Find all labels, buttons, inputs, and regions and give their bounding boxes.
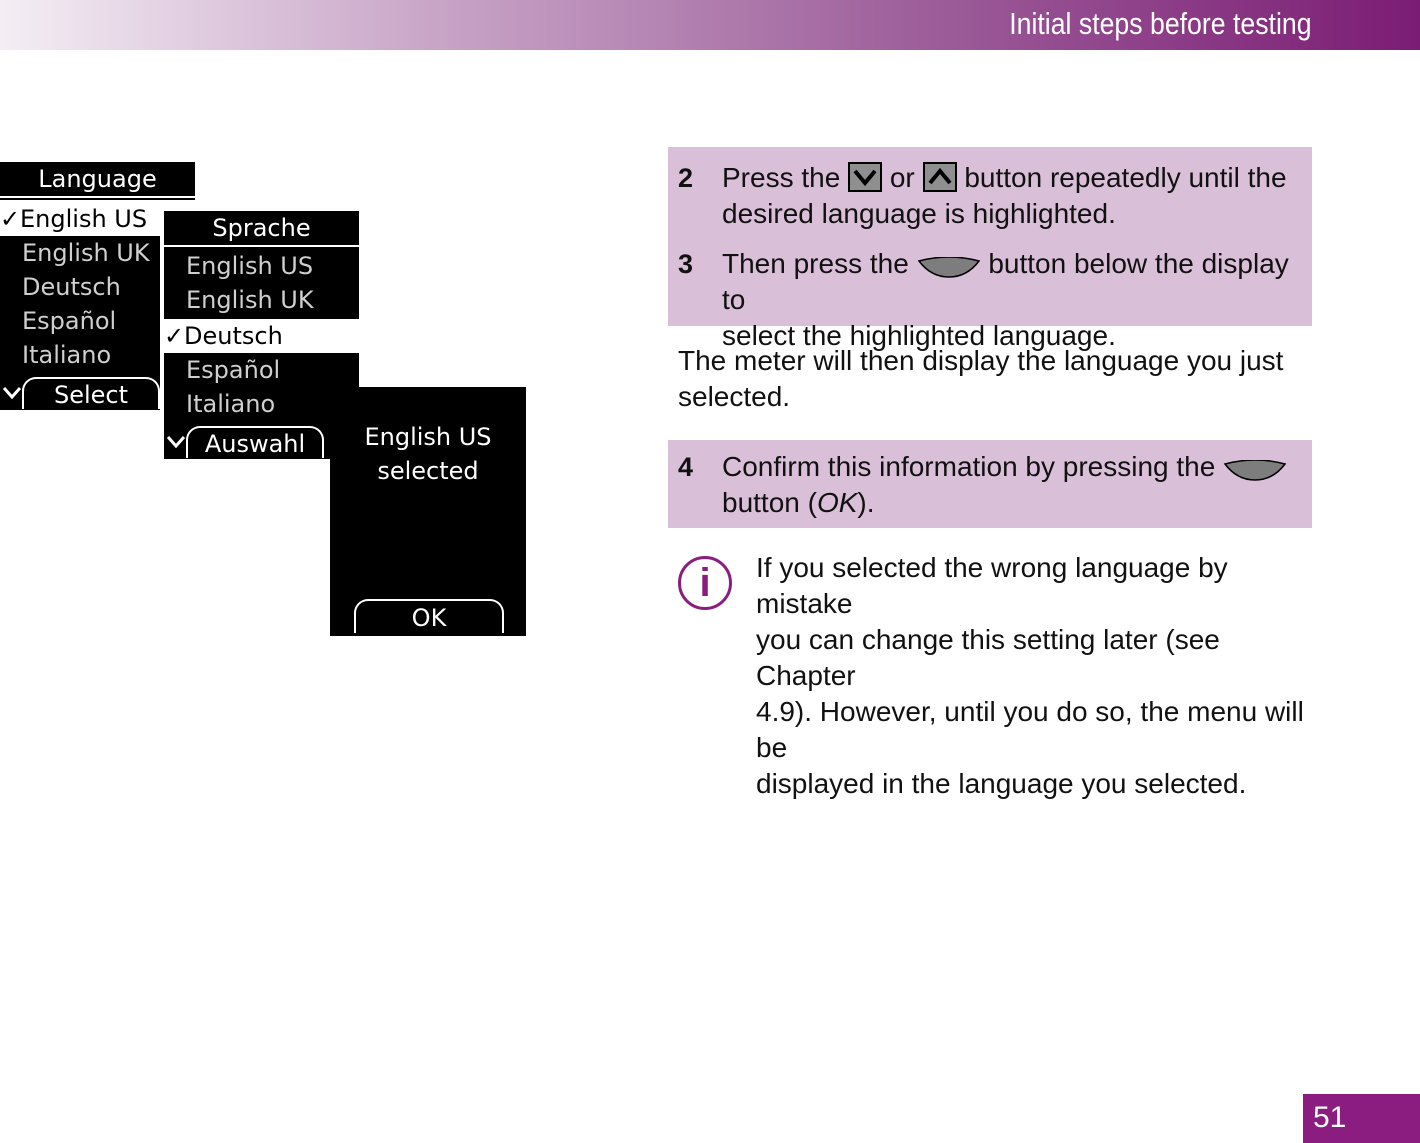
step-3-line-2: select the highlighted language. (722, 320, 1116, 351)
check-icon: ✓ (0, 205, 21, 233)
section-title: Initial steps before testing (1009, 6, 1312, 41)
menu-item-label: Español (22, 307, 117, 335)
menu-item-label: Deutsch (184, 322, 283, 350)
info-note (756, 550, 1312, 802)
menu-item-label: English UK (22, 239, 150, 267)
paragraph-line: selected. (678, 381, 791, 412)
screen-title: Sprache (164, 211, 359, 245)
ok-label: OK (816, 487, 858, 518)
step-text-fragment: Confirm this information by pressing the (722, 451, 1216, 482)
step-4-text (722, 449, 1302, 521)
softkey-bar (0, 374, 160, 410)
menu-item-label: Italiano (22, 341, 112, 369)
chevron-down-icon (166, 435, 186, 449)
menu-item-selected (164, 319, 359, 353)
step-number: 2 (678, 163, 694, 193)
menu-item (186, 249, 313, 283)
step-4-line-1 (722, 449, 1302, 485)
menu-item (22, 304, 116, 338)
confirm-line-1: English US (364, 423, 492, 451)
title-divider (0, 198, 195, 200)
lcd-screen-confirm (330, 387, 526, 636)
menu-item (186, 353, 280, 387)
softkey-button-icon (1223, 455, 1287, 477)
menu-item (22, 338, 111, 372)
menu-item (22, 236, 150, 270)
menu-item-label: Español (186, 356, 281, 384)
auswahl-softkey[interactable]: Auswahl (186, 426, 324, 458)
menu-item-label: Italiano (186, 390, 276, 418)
down-button-icon (848, 162, 882, 192)
menu-item-label: Deutsch (22, 273, 121, 301)
step-text-fragment: ). (857, 487, 875, 518)
step-2-line-2: desired language is highlighted. (722, 198, 1116, 229)
step-text-fragment: button ( (722, 487, 817, 518)
info-line: If you selected the wrong language by mistake (756, 552, 1228, 619)
softkey-button-icon (917, 252, 981, 274)
step-text-fragment: Press the (722, 162, 841, 193)
step-3-text (722, 246, 1302, 354)
menu-item (186, 283, 314, 317)
chevron-down-icon (2, 386, 22, 400)
screen-title: Language (0, 162, 195, 196)
step-3-line-1 (722, 246, 1302, 318)
step-text-fragment: button repeatedly until the (964, 162, 1287, 193)
step-number: 4 (678, 452, 694, 482)
step-text-fragment: Then press the (722, 248, 909, 279)
menu-item (186, 387, 275, 421)
check-icon: ✓ (164, 322, 185, 350)
menu-item-label: English UK (186, 286, 314, 314)
paragraph-line: The meter will then display the language you just (678, 345, 1284, 376)
menu-item (22, 270, 121, 304)
menu-item-selected (0, 202, 160, 236)
confirm-line-2: selected (377, 457, 479, 485)
page-header (0, 0, 1420, 50)
info-icon: i (678, 556, 732, 610)
info-line: displayed in the language you selected. (756, 768, 1247, 799)
step-4-line-2 (722, 485, 1302, 521)
step-text-fragment: or (889, 162, 915, 193)
info-line: 4.9). However, until you do so, the menu will be (756, 696, 1304, 763)
page-number: 51 (1313, 1101, 1347, 1134)
menu-item-label: English US (186, 252, 314, 280)
step-2-line-1 (722, 160, 1302, 196)
result-paragraph (678, 343, 1308, 415)
menu-item-label: English US (20, 205, 148, 233)
instruction-panel-steps-2-3 (668, 147, 1312, 351)
ok-softkey[interactable]: OK (354, 599, 504, 633)
select-softkey[interactable]: Select (22, 377, 160, 409)
instruction-panel-step-4 (668, 440, 1312, 528)
info-line: you can change this setting later (see Chapter (756, 624, 1220, 691)
step-2-text (722, 160, 1302, 232)
up-button-icon (923, 162, 957, 192)
page-number-tab (1303, 1094, 1420, 1143)
step-text-fragment: button below the display to (722, 248, 1289, 315)
step-number: 3 (678, 249, 694, 279)
